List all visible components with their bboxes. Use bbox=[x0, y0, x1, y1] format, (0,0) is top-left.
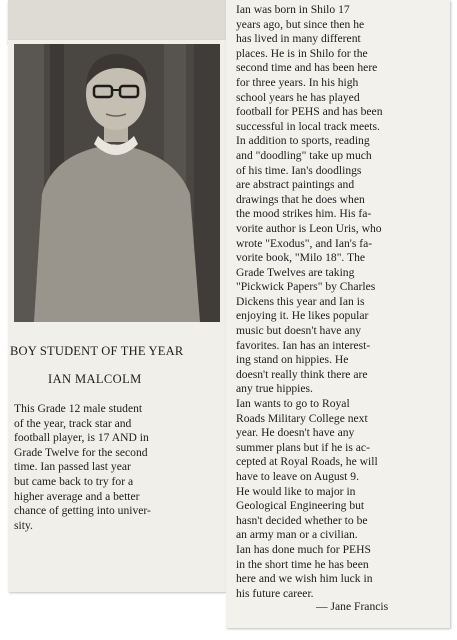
text-line: an army man or a civilian. bbox=[236, 528, 358, 542]
text-line: cepted at Royal Roads, he will bbox=[236, 455, 378, 469]
text-line: vorite book, "Milo 18". The bbox=[236, 251, 366, 265]
text-line: are abstract paintings and bbox=[236, 178, 355, 192]
text-line: years ago, but since then he bbox=[236, 17, 365, 31]
text-line: sity. bbox=[14, 518, 33, 532]
text-line: summer plans but if he is ac- bbox=[236, 440, 370, 454]
text-line: Roads Military College next bbox=[236, 411, 368, 425]
text-line: Geological Engineering but bbox=[236, 499, 365, 513]
text-line: Grade Twelves are taking bbox=[236, 265, 355, 279]
text-line: In addition to sports, reading bbox=[236, 134, 370, 148]
text-line: for three years. In his high bbox=[236, 75, 359, 89]
text-line: in the short time he has been bbox=[236, 557, 369, 571]
text-line: Grade Twelve for the second bbox=[14, 445, 148, 459]
text-line: Ian was born in Shilo 17 bbox=[236, 3, 350, 16]
text-line: have to leave on August 9. bbox=[236, 470, 359, 483]
text-line: This Grade 12 male student bbox=[14, 402, 143, 415]
right-article-text bbox=[236, 3, 448, 601]
text-line: "Pickwick Papers" by Charles bbox=[236, 280, 376, 294]
text-line: vorite author is Leon Uris, who bbox=[236, 221, 382, 235]
text-line: chance of getting into univer- bbox=[14, 504, 151, 518]
text-line: He would like to major in bbox=[236, 484, 356, 498]
text-line: the mood strikes him. His fa- bbox=[236, 207, 372, 221]
text-line: wrote "Exodus", and Ian's fa- bbox=[236, 236, 373, 250]
text-line: Ian has done much for PEHS bbox=[236, 542, 371, 556]
text-line: of the year, track star and bbox=[14, 416, 132, 430]
text-line: here and we wish him luck in bbox=[236, 572, 373, 586]
text-line: ing stand on hippies. He bbox=[236, 353, 349, 367]
text-line: higher average and a better bbox=[14, 489, 140, 503]
student-name: IAN MALCOLM bbox=[48, 372, 142, 386]
student-photo bbox=[14, 44, 220, 322]
author-signature: — Jane Francis bbox=[316, 600, 389, 613]
text-line: drawings that he does when bbox=[236, 192, 365, 206]
text-line: school years he has played bbox=[236, 90, 360, 104]
text-line: doesn't really think there are bbox=[236, 367, 368, 381]
text-line: Ian wants to go to Royal bbox=[236, 397, 350, 411]
text-line: has lived in many different bbox=[236, 32, 361, 46]
text-line: any true hippies. bbox=[236, 382, 313, 396]
text-line: year. He doesn't have any bbox=[236, 426, 355, 440]
text-line: his future career. bbox=[236, 586, 314, 600]
text-line: music but doesn't have any bbox=[236, 324, 362, 338]
text-line: favorites. Ian has an interest- bbox=[236, 338, 371, 352]
text-line: but came back to try for a bbox=[14, 474, 134, 488]
text-line: enjoying it. He likes popular bbox=[236, 309, 369, 323]
left-article-text bbox=[14, 402, 224, 533]
text-line: football for PEHS and has been bbox=[236, 105, 383, 119]
article-headline: BOY STUDENT OF THE YEAR bbox=[10, 344, 184, 358]
text-line: second time and has been here bbox=[236, 61, 378, 75]
text-line: time. Ian passed last year bbox=[14, 460, 131, 474]
text-line: Dickens this year and Ian is bbox=[236, 294, 365, 308]
text-line: football player, is 17 AND in bbox=[14, 431, 149, 445]
text-line: places. He is in Shilo for the bbox=[236, 46, 368, 60]
text-line: hasn't decided whether to be bbox=[236, 513, 368, 527]
text-line: successful in local track meets. bbox=[236, 119, 380, 133]
clipping-top-strip bbox=[8, 0, 226, 44]
text-line: and "doodling" take up much bbox=[236, 148, 372, 162]
text-line: of his time. Ian's doodlings bbox=[236, 163, 362, 177]
